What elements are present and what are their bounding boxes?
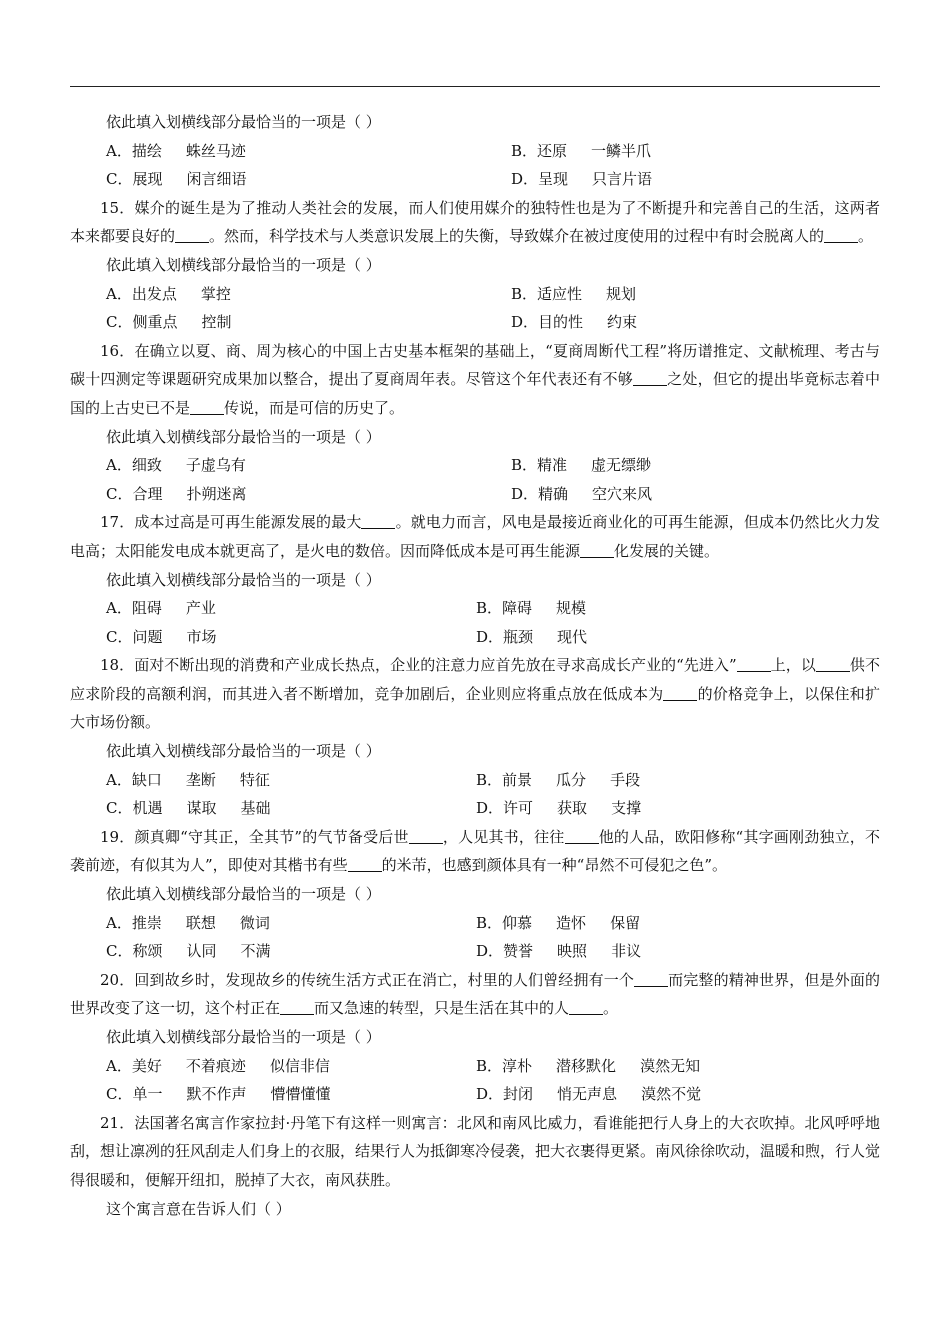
q17-prompt: 依此填入划横线部分最恰当的一项是（ ） [106, 570, 381, 589]
q19-options-row-1 [70, 909, 880, 938]
q19-option-c[interactable]: C．称颂 认同 不满 [106, 942, 271, 961]
q14-options-row-1 [70, 137, 880, 166]
q19-option-d[interactable]: D．赞誉 映照 非议 [476, 942, 642, 961]
q20-blank-1 [634, 970, 668, 987]
q19-options-row-2 [70, 937, 880, 966]
q20-stem: 20．回到故乡时，发现故乡的传统生活方式正在消亡，村里的人们曾经拥有一个 而完整的精神世界，但是外面的世界改变了这一切，这个村正在 而又急速的转型，只是生活在其中的人 。 [70, 970, 880, 1018]
q20-option-b[interactable]: B．淳朴 潜移默化 漠然无知 [476, 1056, 701, 1075]
q17-blank-1 [361, 512, 395, 529]
q16-blank-1 [633, 369, 667, 386]
q17-blank-2 [580, 541, 614, 558]
q19-option-a[interactable]: A．推崇 联想 微词 [106, 913, 270, 932]
q20-options-row-2 [70, 1080, 880, 1109]
q17-options-row-2 [70, 623, 880, 652]
q14-prompt: 依此填入划横线部分最恰当的一项是（ ） [106, 113, 381, 131]
question-list [70, 108, 880, 1223]
q18-stem: 18．面对不断出现的消费和产业成长热点，企业的注意力应首先放在寻求高成长产业的“先进入” 上，以 供不应求阶段的高额利润，而其进入者不断增加，竞争加剧后，企业则应将重点放在低成本为 的价格竞争上，以保住和扩大市场份额。 [70, 656, 880, 732]
q19-option-b[interactable]: B．仰慕 造怀 保留 [476, 913, 641, 932]
q18-prompt: 依此填入划横线部分最恰当的一项是（ ） [106, 742, 381, 761]
q15-options-row-2 [70, 308, 880, 337]
q18-options-row-2 [70, 794, 880, 823]
q18-option-b[interactable]: B．前景 瓜分 手段 [476, 770, 641, 789]
q19-blank-3 [348, 855, 382, 872]
q15-option-d[interactable]: D．目的性 约束 [511, 313, 638, 332]
q19-prompt: 依此填入划横线部分最恰当的一项是（ ） [106, 885, 381, 904]
q17-option-a[interactable]: A．阻碍 产业 [106, 599, 216, 618]
q14-option-d[interactable]: D．呈现 只言片语 [511, 170, 653, 189]
q16-blank-2 [190, 398, 224, 415]
q19-blank-2 [565, 827, 599, 844]
q15-option-b[interactable]: B．适应性 规划 [511, 284, 637, 303]
q16-option-c[interactable]: C．合理 扑朔迷离 [106, 484, 247, 503]
header-rule [70, 86, 880, 87]
q15-blank-2 [824, 226, 858, 243]
q15-option-a[interactable]: A．出发点 掌控 [106, 284, 231, 303]
q18-blank-2 [816, 655, 850, 672]
q20-option-d[interactable]: D．封闭 悄无声息 漠然不觉 [476, 1085, 702, 1104]
q14-options-row-2 [70, 165, 880, 194]
q18-blank-3 [663, 684, 697, 701]
q18-option-c[interactable]: C．机遇 谋取 基础 [106, 799, 271, 818]
q17-option-c[interactable]: C．问题 市场 [106, 627, 217, 646]
q15-prompt: 依此填入划横线部分最恰当的一项是（ ） [106, 255, 381, 274]
q17-options-row-1 [70, 594, 880, 623]
q21-prompt: 这个寓言意在告诉人们（ ） [106, 1199, 291, 1218]
q18-option-d[interactable]: D．许可 获取 支撑 [476, 799, 642, 818]
q16-option-a[interactable]: A．细致 子虚乌有 [106, 456, 246, 475]
q14-option-a[interactable]: A．描绘 蛛丝马迹 [106, 141, 246, 160]
q14-option-c[interactable]: C．展现 闲言细语 [106, 170, 247, 189]
q20-blank-3 [569, 998, 603, 1015]
q17-option-b[interactable]: B．障碍 规模 [476, 599, 587, 618]
q16-options-row-1 [70, 451, 880, 480]
q16-stem: 16．在确立以夏、商、周为核心的中国上古史基本框架的基础上，“夏商周断代工程”将历谱推定、文献梳理、考古与碳十四测定等课题研究成果加以整合，提出了夏商周年表。尽管这个年代表还有不够 之处，但它的提出毕竟标志着中国的上古史已不是 传说，而是可信的历史了。 [70, 341, 881, 417]
q18-option-a[interactable]: A．缺口 垄断 特征 [106, 770, 270, 789]
q15-blank-1 [175, 226, 209, 243]
q20-option-a[interactable]: A．美好 不着痕迹 似信非信 [106, 1056, 330, 1075]
q16-option-d[interactable]: D．精确 空穴来风 [511, 484, 653, 503]
q15-stem: 15．媒介的诞生是为了推动人类社会的发展，而人们使用媒介的独特性也是为了不断提升和完善自己的生活，这两者本来都要良好的 。然而，科学技术与人类意识发展上的失衡，导致媒介在被过度使用的过程中有时会脱离人的 。 [70, 198, 880, 246]
q16-prompt: 依此填入划横线部分最恰当的一项是（ ） [106, 427, 381, 446]
q14-option-b[interactable]: B．还原 一鳞半爪 [511, 141, 652, 160]
q17-option-d[interactable]: D．瓶颈 现代 [476, 627, 588, 646]
q16-option-b[interactable]: B．精准 虚无缥缈 [511, 456, 652, 475]
q20-blank-2 [280, 998, 314, 1015]
q17-stem: 17．成本过高是可再生能源发展的最大 。就电力而言，风电是最接近商业化的可再生能源，但成本仍然比火力发电高；太阳能发电成本就更高了，是火电的数倍。因而降低成本是可再生能源 化发展的关键。 [70, 513, 880, 560]
q19-stem: 19．颜真卿“守其正，全其节”的气节备受后世 ，人见其书，往往 他的人品，欧阳修称“其字画刚劲独立，不袭前迹，有似其为人”，即使对其楷书有些 的米芾，也感到颜体具有一种“昂然不可侵犯之色”。 [70, 827, 880, 875]
q19-blank-1 [409, 827, 443, 844]
q20-prompt: 依此填入划横线部分最恰当的一项是（ ） [106, 1028, 381, 1046]
q20-option-c[interactable]: C．单一 默不作声 懵懵懂懂 [106, 1085, 331, 1104]
q18-options-row-1 [70, 766, 880, 795]
q15-options-row-1 [70, 280, 880, 309]
q15-option-c[interactable]: C．侧重点 控制 [106, 313, 232, 332]
q21-stem: 21．法国著名寓言作家拉封·丹笔下有这样一则寓言：北风和南风比威力，看谁能把行人身上的大衣吹掉。北风呼呼地刮，想让凛冽的狂风刮走人们身上的衣服，结果行人为抵御寒冷侵袭，把大衣裹得更紧。南风徐徐吹动，温暖和煦，行人觉得很暖和，便解开纽扣，脱掉了大衣，南风获胜。 [70, 1113, 881, 1189]
q20-options-row-1 [70, 1052, 880, 1081]
q18-blank-1 [737, 655, 771, 672]
q16-options-row-2 [70, 480, 880, 509]
